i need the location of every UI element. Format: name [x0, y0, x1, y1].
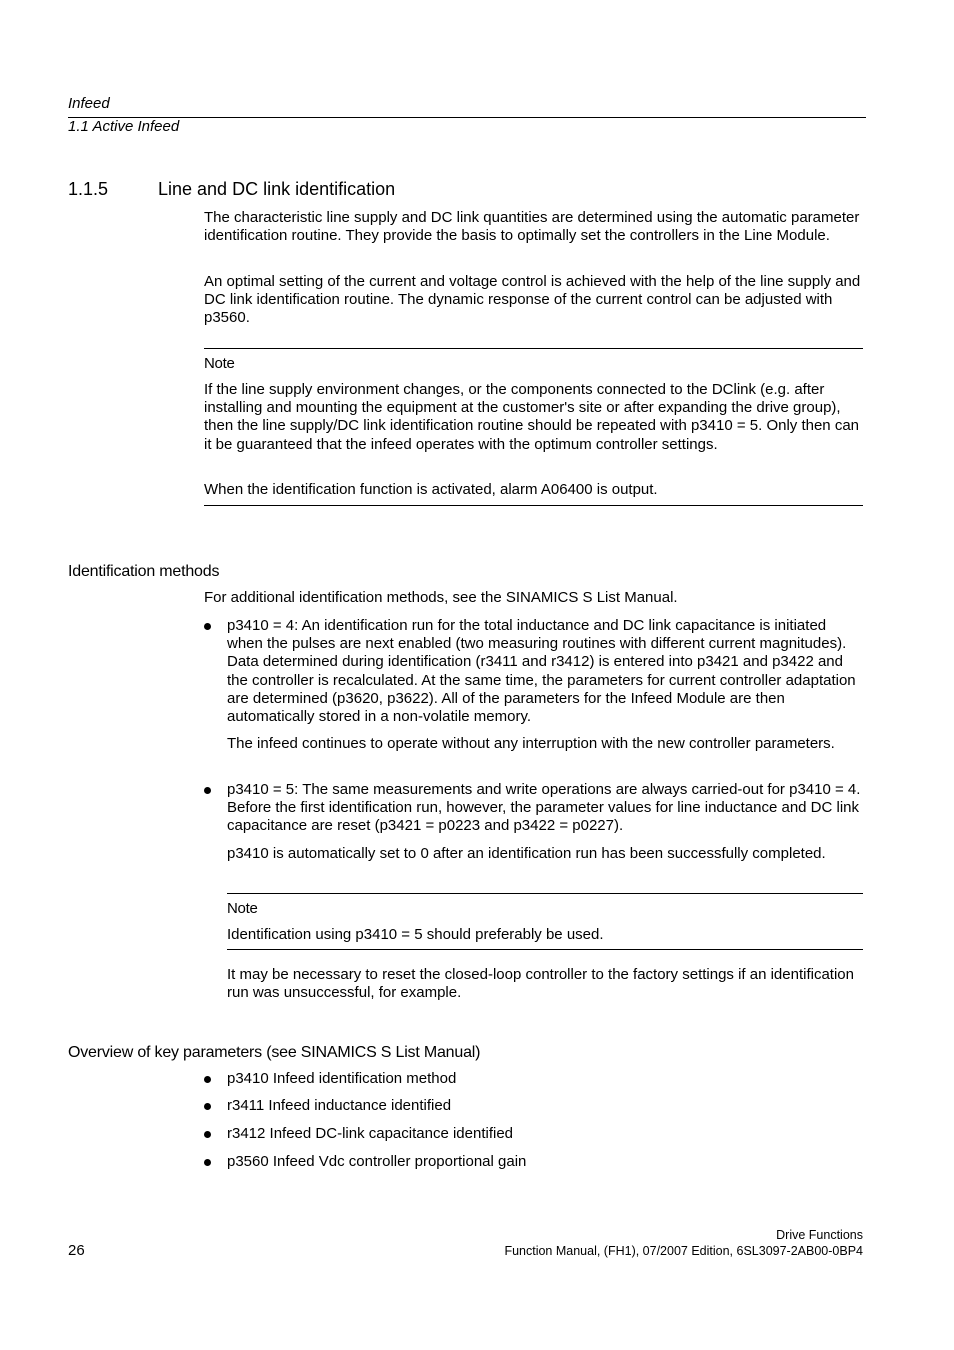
paragraph: It may be necessary to reset the closed-loop controller to the factory settings if an identification run was unsuccessful, for example.: [227, 966, 854, 1002]
section-number: 1.1.5: [68, 179, 109, 199]
footer-book-title: Drive Functions: [776, 1228, 863, 1242]
list-item: p3410 = 4: An identification run for the total inductance and DC link capacitance is initiated when the pulses are next enabled (two measuring routines with different current magnitudes). Data determined during identification (r3411 and r3412) is entered into p3421 and p3422 and the controller is recalculated. At the same time, the parameters for current controller adaptation are determined (p3620, p3622). All of the parameters for the Infeed Module are then automatically stored in a non-volatile memory.: [227, 617, 856, 726]
subheading-key-parameters: Overview of key parameters (see SINAMICS S List Manual): [68, 1044, 481, 1061]
list-item: r3412 Infeed DC-link capacitance identified: [227, 1125, 514, 1142]
footer-manual-info: Function Manual, (FH1), 07/2007 Edition, 6SL3097-2AB00-0BP4: [504, 1244, 863, 1258]
paragraph: For additional identification methods, see the SINAMICS S List Manual.: [204, 589, 678, 606]
note-text: If the line supply environment changes, or the components connected to the DClink (e.g. after installing and mounting the equipment at the customer's site or after expanding the drive group), then the line supply/DC link identification routine should be repeated with p3410 = 5. Only then can it be guaranteed that the infeed operates with the optimum controller settings.: [204, 381, 860, 453]
note-top-rule: [227, 893, 863, 894]
note-bottom-rule: [204, 505, 863, 506]
bullet-icon: [204, 1076, 211, 1083]
note-bottom-rule: [227, 949, 863, 950]
list-item: p3410 Infeed identification method: [227, 1070, 457, 1087]
header-chapter: Infeed: [68, 95, 110, 112]
list-item: p3410 = 5: The same measurements and write operations are always carried-out for p3410 = 4. Before the first identification run, however, the parameter values for line inductance and DC link capacitance are reset (p3421 = p0223 and p3422 = p0227).: [227, 781, 861, 835]
list-item-followup: p3410 is automatically set to 0 after an identification run has been successfully completed.: [227, 845, 826, 862]
bullet-icon: [204, 1103, 211, 1110]
list-item-followup: The infeed continues to operate without any interruption with the new controller parameters.: [227, 735, 835, 752]
subheading-identification-methods: Identification methods: [68, 563, 220, 580]
paragraph: The characteristic line supply and DC link quantities are determined using the automatic parameter identification routine. They provide the basis to optimally set the controllers in the Line Module.: [204, 209, 860, 245]
bullet-icon: [204, 1159, 211, 1166]
note-label: Note: [204, 355, 235, 372]
note-text: Identification using p3410 = 5 should preferably be used.: [227, 926, 604, 943]
bullet-icon: [204, 787, 211, 794]
page-number: 26: [68, 1242, 85, 1259]
list-item: r3411 Infeed inductance identified: [227, 1097, 452, 1114]
header-rule: [68, 117, 866, 118]
note-text: When the identification function is activated, alarm A06400 is output.: [204, 481, 658, 498]
bullet-icon: [204, 623, 211, 630]
note-label: Note: [227, 900, 258, 917]
header-section: 1.1 Active Infeed: [68, 118, 180, 135]
section-title: Line and DC link identification: [158, 179, 396, 199]
note-top-rule: [204, 348, 863, 349]
bullet-icon: [204, 1131, 211, 1138]
list-item: p3560 Infeed Vdc controller proportional gain: [227, 1153, 527, 1170]
paragraph: An optimal setting of the current and voltage control is achieved with the help of the line supply and DC link identification routine. The dynamic response of the current control can be adjusted with p3560.: [204, 273, 861, 327]
